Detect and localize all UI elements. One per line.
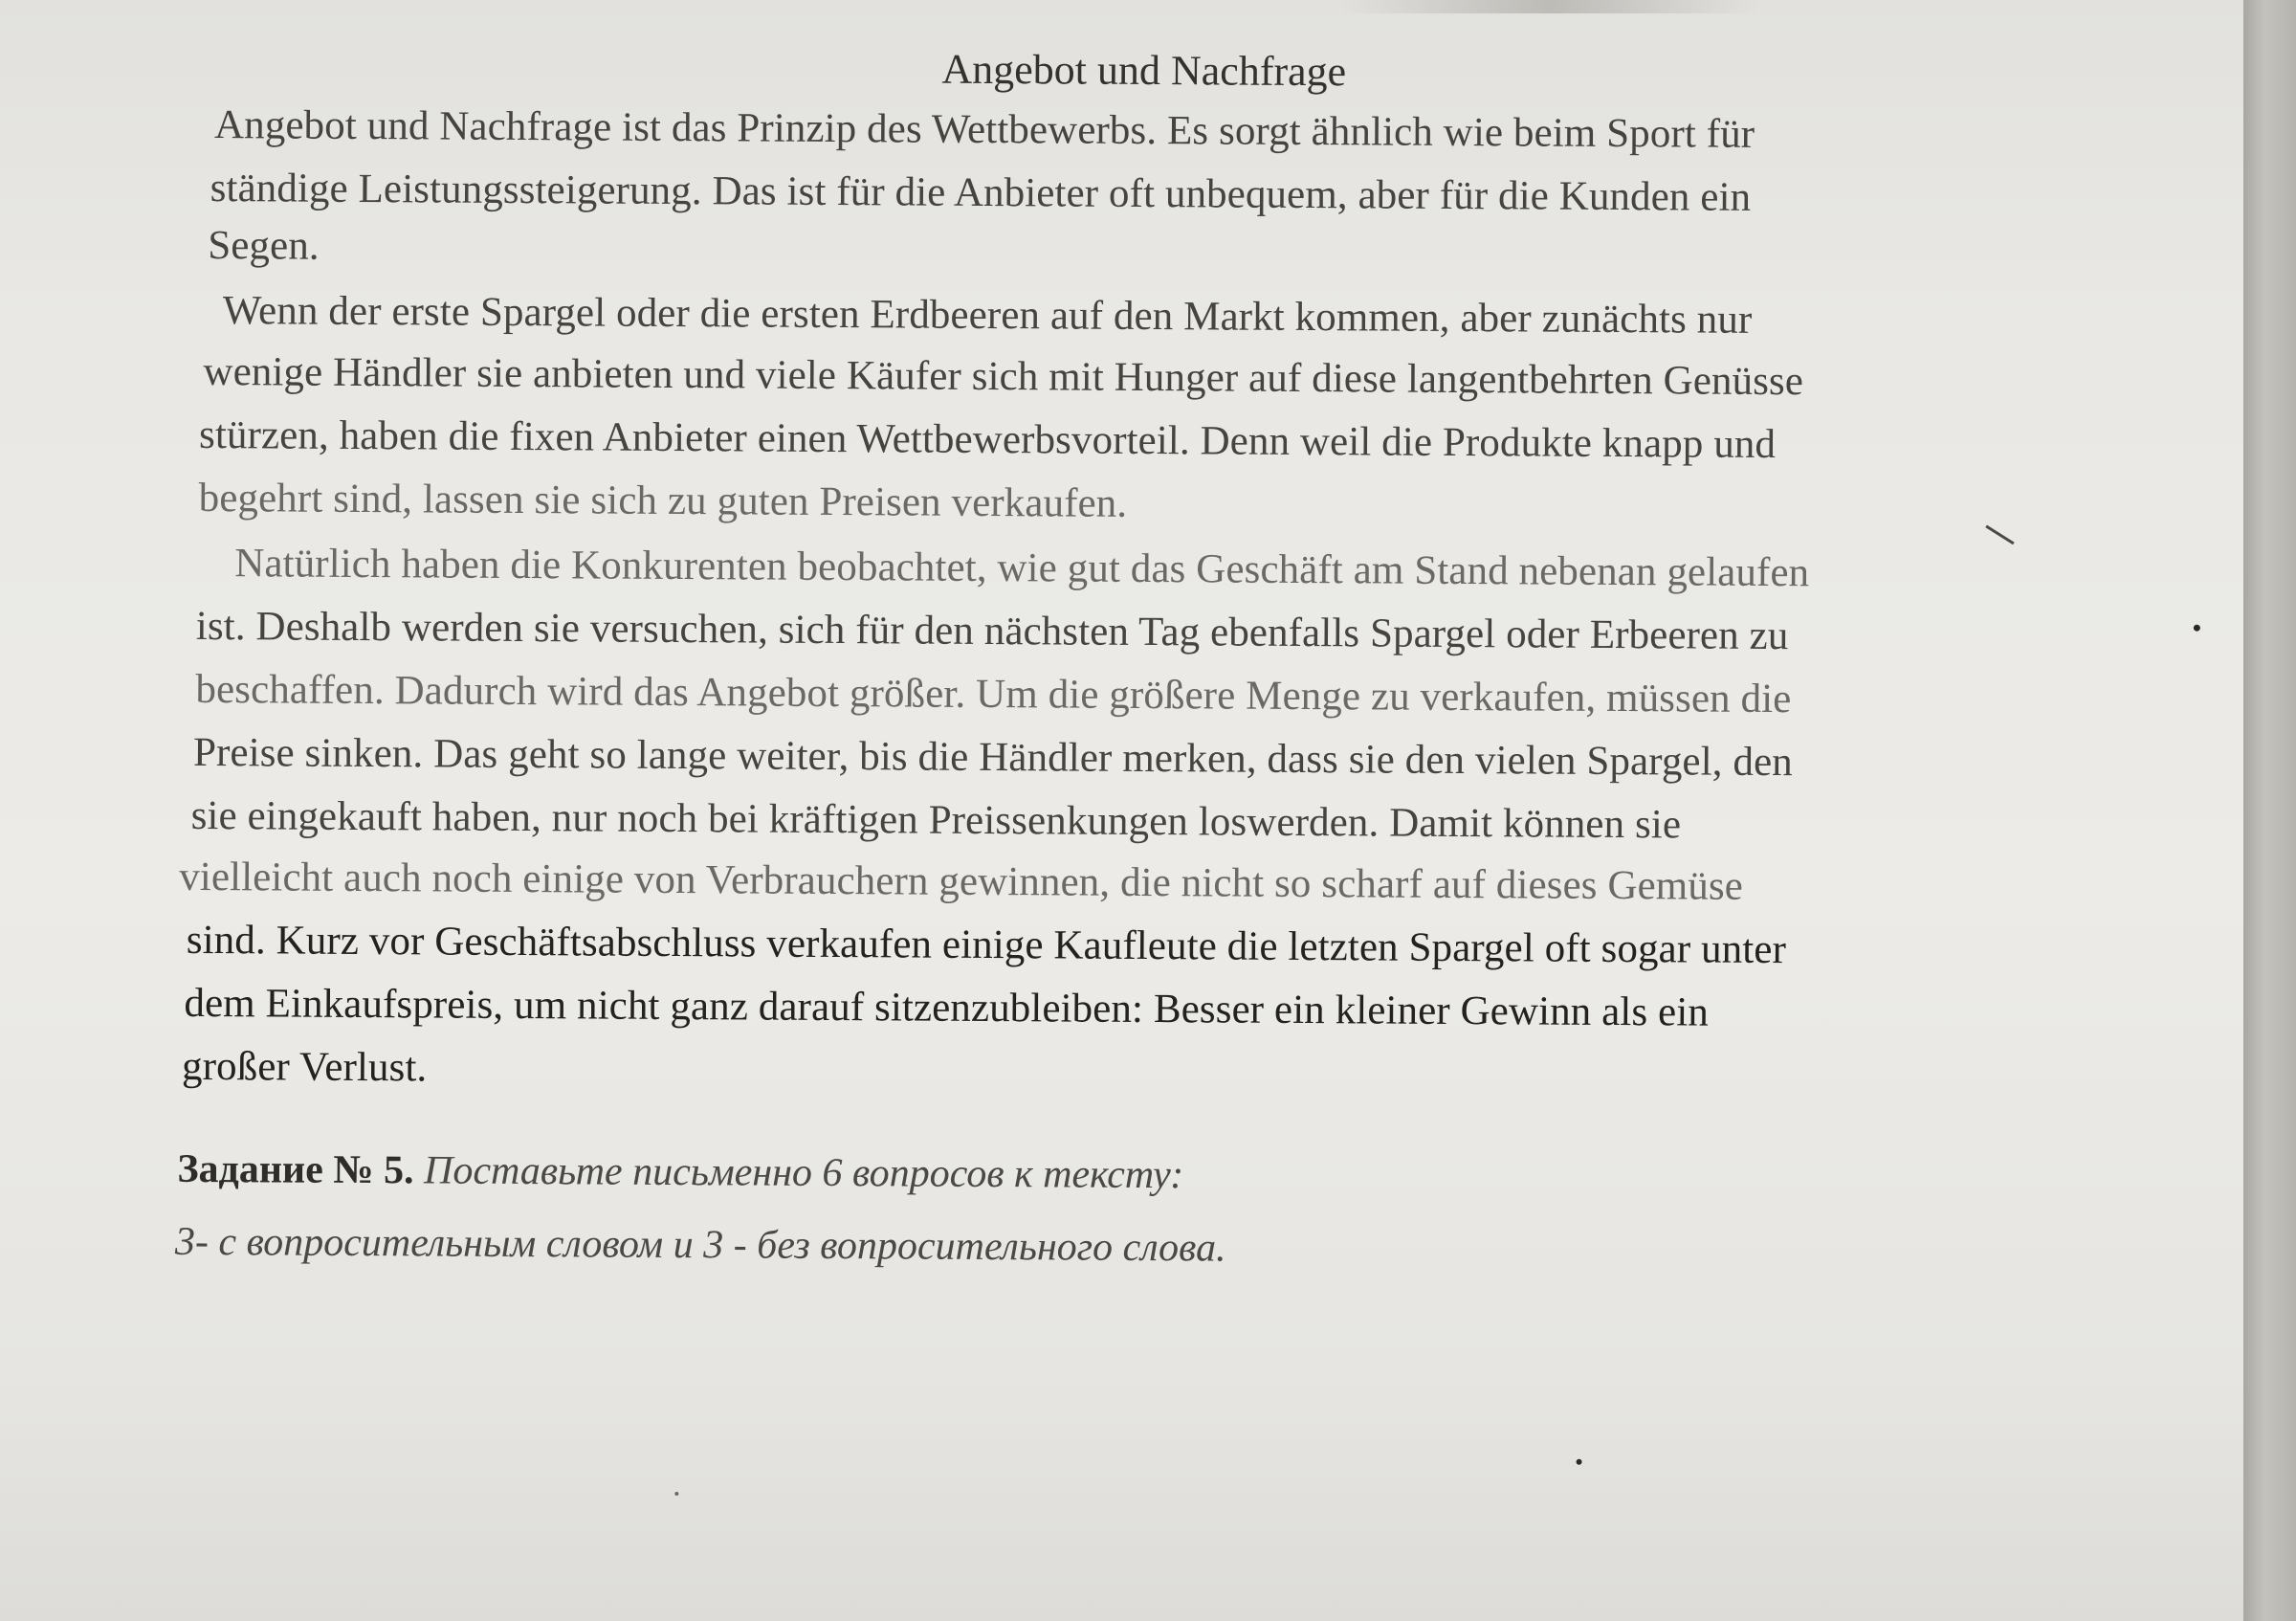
- text-line: großer Verlust.: [181, 1043, 428, 1091]
- task-heading: [177, 1146, 1183, 1198]
- text-line: vielleicht auch noch einige von Verbrauchern gewinnen, die nicht so scharf auf dieses Gemüse: [179, 854, 1744, 909]
- text-line: stürzen, haben die fixen Anbieter einen Wettbewerbsvorteil. Denn weil die Produkte knapp und: [198, 411, 1777, 468]
- task-label: Задание № 5.: [177, 1146, 414, 1193]
- text-line: Wenn der erste Spargel oder die ersten Erdbeeren auf den Markt kommen, aber zunächts nur: [222, 288, 1753, 343]
- text-line: beschaffen. Dadurch wird das Angebot größer. Um die größere Menge zu verkaufen, müssen die: [195, 666, 1792, 722]
- pen-mark: [1985, 525, 2014, 545]
- task-instruction-line2: 3- с вопросительным словом и 3 - без вопросительного слова.: [174, 1219, 1226, 1271]
- ink-speck: [2194, 625, 2200, 632]
- text-line: dem Einkaufspreis, um nicht ganz darauf sitzenzubleiben: Besser ein kleiner Gewinn als ein: [184, 980, 1710, 1035]
- task-line-2: [175, 1219, 1226, 1272]
- text-line: Segen.: [208, 222, 320, 269]
- text-line: sie eingekauft haben, nur noch bei kräftigen Preissenkungen loswerden. Damit können sie: [190, 792, 1682, 848]
- document-title: Angebot und Nachfrage: [941, 45, 1347, 96]
- text-line: begehrt sind, lassen sie sich zu guten Preisen verkaufen.: [198, 475, 1128, 526]
- text-line: Preise sinken. Das geht so lange weiter, bis die Händler merken, dass sie den vielen Spargel, den: [192, 729, 1793, 786]
- task-instruction: Поставьте письменно 6 вопросов к тексту:: [423, 1148, 1184, 1198]
- text-line: Natürlich haben die Konkurenten beobachtet, wie gut das Geschäft am Stand nebenan gelaufen: [234, 541, 1810, 596]
- text-line: Angebot und Nachfrage ist das Prinzip des Wettbewerbs. Es sorgt ähnlich wie beim Sport für: [213, 102, 1755, 157]
- text-line: wenige Händler sie anbieten und viele Käufer sich mit Hunger auf diese langentbehrten Genüsse: [203, 348, 1804, 405]
- ink-speck: [674, 1492, 678, 1496]
- paper-edge-shadow: [2243, 0, 2296, 1621]
- text-line: sind. Kurz vor Geschäftsabschluss verkaufen einige Kaufleute die letzten Spargel oft sogar unter: [186, 917, 1787, 973]
- text-line: ist. Deshalb werden sie versuchen, sich für den nächsten Tag ebenfalls Spargel oder Erbeeren zu: [195, 603, 1789, 659]
- text-line: ständige Leistungssteigerung. Das ist für die Anbieter oft unbequem, aber für die Kunden ein: [210, 166, 1752, 220]
- ink-speck: [1577, 1459, 1582, 1465]
